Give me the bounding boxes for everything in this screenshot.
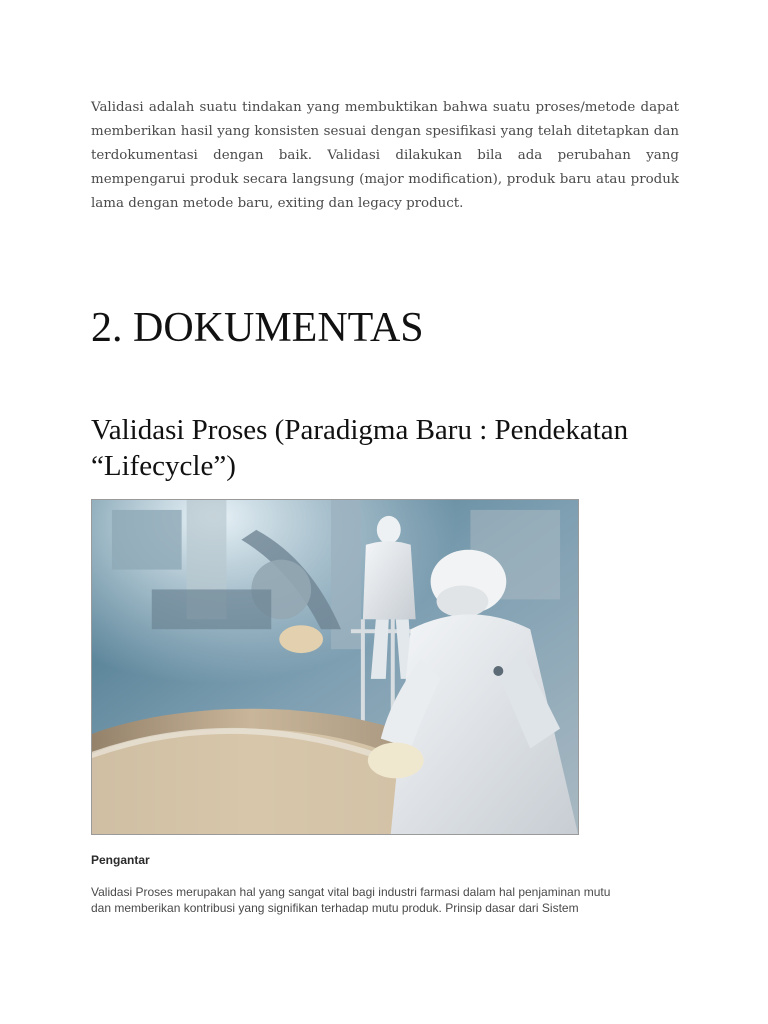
intro-paragraph: Validasi adalah suatu tindakan yang membuktikan bahwa suatu proses/metode dapat memberikan hasil yang konsisten sesuai dengan spesifikasi yang telah ditetapkan dan terdokumentasi dengan baik. Validasi dilakukan bila ada perubahan yang mempengarui produk secara langsung (major modification), produk baru atau produk lama dengan metode baru, exiting dan legacy product. — [91, 100, 679, 211]
intro-section-label: Pengantar — [91, 853, 150, 867]
section-subheading: Validasi Proses (Paradigma Baru : Pendekatan “Lifecycle”) — [91, 414, 629, 482]
photo-pharma-production-icon — [92, 500, 578, 834]
section-heading: 2. DOKUMENTAS — [91, 305, 424, 351]
intro-section-line: dan memberikan kontribusi yang signifikan terhadap mutu produk. Prinsip dasar dari Sistem — [91, 901, 579, 915]
intro-section-line: Validasi Proses merupakan hal yang sangat vital bagi industri farmasi dalam hal penjaminan mutu — [91, 885, 611, 899]
intro-section-body — [91, 884, 691, 916]
pharma-production-photo — [91, 499, 579, 835]
